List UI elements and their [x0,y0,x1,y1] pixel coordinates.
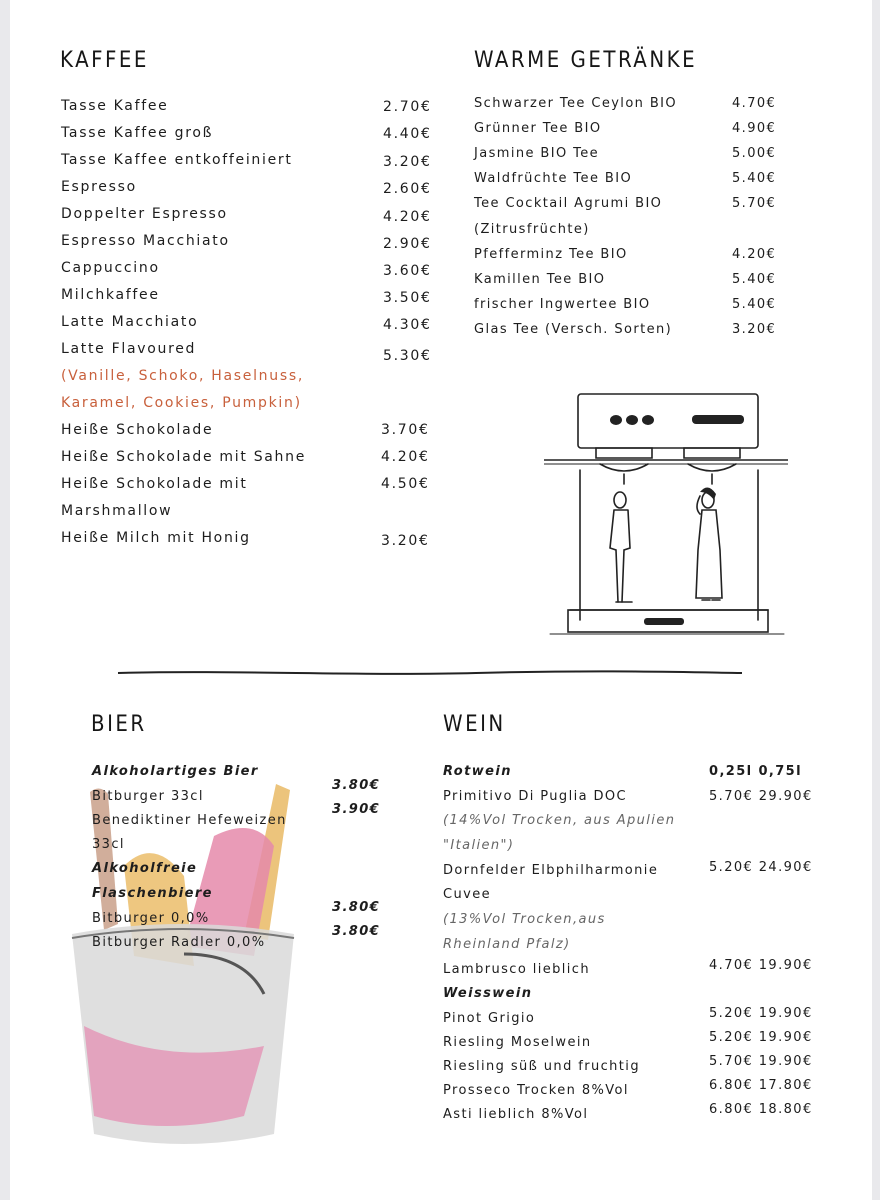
item-note: (13%Vol Trocken,aus [443,912,606,927]
item-price: 4.70€ 19.90€ [709,958,813,973]
item-price: 3.20€ [383,154,432,170]
size-header: 0,25l 0,75l [709,764,802,779]
item-name: Jasmine BIO Tee [474,146,600,161]
item-price: 3.70€ [381,422,430,438]
menu-page [10,0,872,1200]
item-name: Doppelter Espresso [61,206,228,222]
item-price: 5.70€ 19.90€ [709,1054,813,1069]
item-name: Glas Tee (Versch. Sorten) [474,322,673,337]
category-name: Alkoholfreie [92,861,198,876]
item-name: Riesling süß und fruchtig [443,1059,640,1074]
item-price: 4.90€ [732,121,777,136]
item-name: Pfefferminz Tee BIO [474,247,628,262]
item-name: Kamillen Tee BIO [474,272,606,287]
item-name: Karamel, Cookies, Pumpkin) [61,395,302,411]
item-name: Espresso Macchiato [61,233,230,249]
item-name: Heiße Schokolade [61,422,214,438]
item-name: Tasse Kaffee entkoffeiniert [61,152,293,168]
item-price: 5.70€ 29.90€ [709,789,813,804]
item-name: Heiße Schokolade mit Sahne [61,449,307,465]
category-name: Flaschenbiere [92,886,213,901]
item-name: Latte Macchiato [61,314,199,330]
item-price: 5.20€ 19.90€ [709,1006,813,1021]
item-note: "Italien") [443,838,515,853]
beer-bucket-illustration [64,776,304,1144]
item-name: Milchkaffee [61,287,160,303]
item-price: 5.30€ [383,348,432,364]
item-price: 2.90€ [383,236,432,252]
item-name: Lambrusco lieblich [443,962,590,977]
item-name: Tee Cocktail Agrumi BIO [474,196,663,211]
item-price: 3.80€ [332,778,381,793]
category-name: Alkoholartiges Bier [92,764,259,779]
item-name: (Zitrusfrüchte) [474,222,590,237]
item-name: Heiße Schokolade mit [61,476,248,492]
item-name: Latte Flavoured [61,341,197,357]
item-name: Dornfelder Elbphilharmonie [443,863,659,878]
item-price: 6.80€ 18.80€ [709,1102,813,1117]
bier-heading: BIER [91,712,147,737]
item-name: Benediktiner Hefeweizen [92,813,287,828]
item-name: Waldfrüchte Tee BIO [474,171,633,186]
item-name: Asti lieblich 8%Vol [443,1107,589,1122]
item-note: Rheinland Pfalz) [443,937,571,952]
item-name: Pinot Grigio [443,1011,536,1026]
item-price: 5.00€ [732,146,777,161]
item-price: 4.40€ [383,126,432,142]
item-name: Riesling Moselwein [443,1035,592,1050]
item-name: Prosseco Trocken 8%Vol [443,1083,629,1098]
item-name: Marshmallow [61,503,173,519]
wein-heading: WEIN [443,712,506,737]
item-price: 5.40€ [732,297,777,312]
item-name: Bitburger 0,0% [92,911,210,926]
item-name: frischer Ingwertee BIO [474,297,651,312]
item-name: Tasse Kaffee [61,98,169,114]
item-name: Primitivo Di Puglia DOC [443,789,628,804]
item-name: Schwarzer Tee Ceylon BIO [474,96,678,111]
item-price: 5.40€ [732,272,777,287]
item-name: Espresso [61,179,137,195]
item-price: 4.50€ [381,476,430,492]
item-price: 4.30€ [383,317,432,333]
espresso-machine-illustration [544,388,788,638]
item-price: 4.20€ [381,449,430,465]
item-price: 5.20€ 24.90€ [709,860,813,875]
item-price: 3.20€ [732,322,777,337]
item-price: 5.40€ [732,171,777,186]
item-name: (Vanille, Schoko, Haselnuss, [61,368,304,384]
warme-getraenke-heading: WARME GETRÄNKE [474,48,698,73]
item-price: 4.20€ [383,209,432,225]
item-name: Cappuccino [61,260,160,276]
category-name: Rotwein [443,764,512,779]
item-price: 2.60€ [383,181,432,197]
item-price: 5.20€ 19.90€ [709,1030,813,1045]
kaffee-heading: KAFFEE [60,48,149,73]
section-divider [116,668,744,680]
item-price: 5.70€ [732,196,777,211]
item-name: Grünner Tee BIO [474,121,602,136]
item-price: 2.70€ [383,99,432,115]
item-name: Tasse Kaffee groß [61,125,214,141]
item-price: 3.20€ [381,533,430,549]
item-name: Bitburger 33cl [92,789,204,804]
item-name: Cuvee [443,887,492,902]
item-price: 3.90€ [332,802,381,817]
item-price: 4.20€ [732,247,777,262]
item-note: (14%Vol Trocken, aus Apulien [443,813,676,828]
item-price: 3.60€ [383,263,432,279]
item-price: 3.80€ [332,924,381,939]
item-name: Heiße Milch mit Honig [61,530,251,546]
item-name: 33cl [92,837,125,852]
item-name: Bitburger Radler 0,0% [92,935,266,950]
item-price: 3.50€ [383,290,432,306]
item-price: 6.80€ 17.80€ [709,1078,813,1093]
item-price: 3.80€ [332,900,381,915]
category-name: Weisswein [443,986,533,1001]
item-price: 4.70€ [732,96,777,111]
